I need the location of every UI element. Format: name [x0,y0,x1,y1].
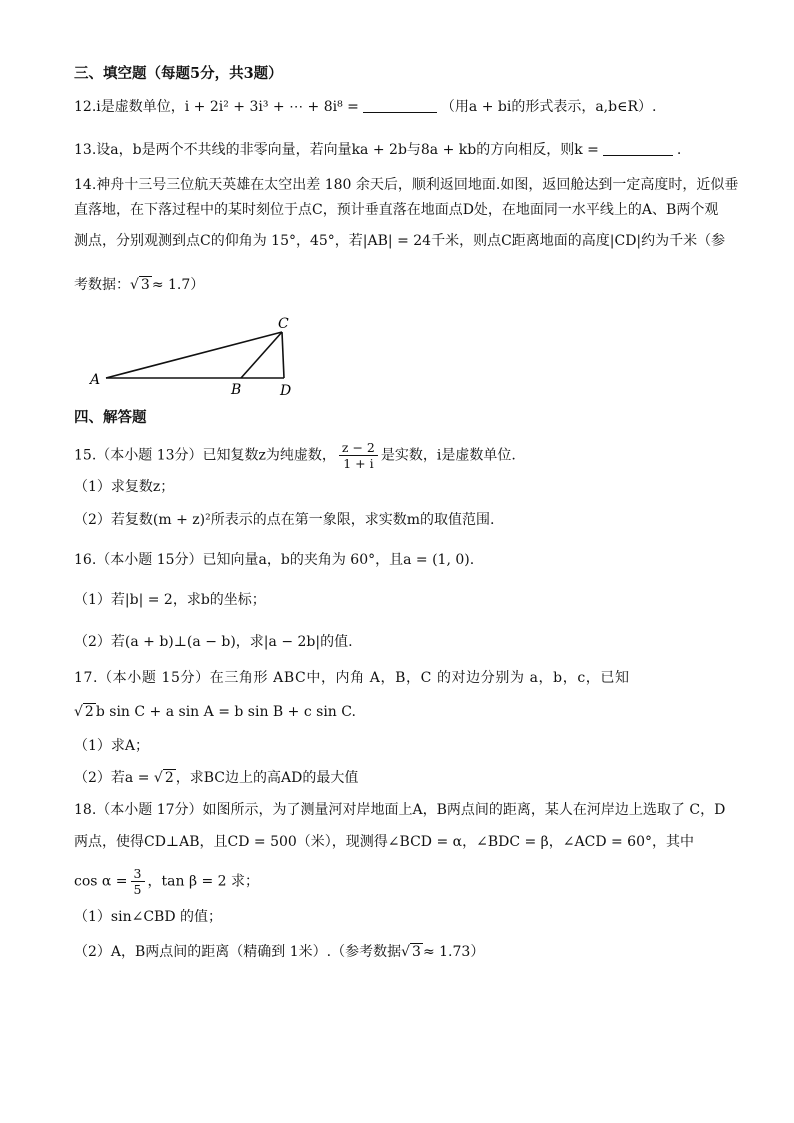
q14-ref-radicand: 3 [140,277,150,293]
q16-part-1: （1）若|b| = 2，求b的坐标； [74,592,266,608]
fig-line-ac [106,332,282,378]
q18-p2-radicand: 3 [412,944,421,960]
q18-part-1: （1）sin∠CBD 的值； [74,909,222,925]
q17-equation: b sin C + a sin A = b sin B + c sin C. [95,704,356,720]
q18-line-2: 两点，使得CD⊥AB，且CD = 500（米），现测得∠BCD = α，∠BDC = β，∠ACD = 60°，其中 [74,834,694,850]
q15-part-1: （1）求复数z； [74,479,175,495]
q17-line-1: 17.（本小题 15分）在三角形 ABC中，内角 A，B，C 的对边分别为 a，b，c，已知 [74,670,630,686]
q16-part-2: （2）若(a + b)⊥(a − b)，求|a − 2b|的值. [74,634,353,650]
q17-part-1: （1）求A； [74,738,150,754]
q18-tan: ，tan β = 2 求； [147,873,260,890]
q14-ref-value: ≈ 1.7） [151,277,205,293]
q15-stem-b: 是实数，i是虚数单位. [380,447,516,464]
q13-answer-blank[interactable] [603,141,673,156]
q17-p2-radicand: 2 [164,770,174,786]
q13-stem: 13.设a，b是两个不共线的非零向量，若向量ka + 2b与8a + kb的方向相反，则k = [74,142,599,158]
question-12 [74,97,656,117]
q17-p2-a: （2）若a = [74,770,150,786]
q12-hint: （用a + bi的形式表示，a,b∈R）. [440,99,657,115]
q13-end: . [676,142,682,158]
q14-line-4: 考数据：√ 3 ≈ 1.7） [74,277,205,293]
q17-radicand: 2 [84,704,94,720]
q14-triangle-figure [86,312,316,402]
q17-p2-b: ，求BC边上的高AD的最大值 [175,770,359,786]
q15-fraction [339,440,378,471]
section-answer-title: 四、解答题 [74,409,147,426]
q14-line-1: 14.神舟十三号三位航天英雄在太空出差 180 余天后，顺利返回地面.如图，返回舱达到一定高度时，近似垂 [74,177,739,193]
q17-part-2: （2）若a = √ 2 ，求BC边上的高AD的最大值 [74,770,359,786]
q15-frac-den: 1 + i [343,456,374,471]
section-fill-in-title: 三、填空题（每题5分，共3题） [74,65,283,82]
q15-frac-num: z − 2 [339,440,378,456]
q17-line-2: √ 2 b sin C + a sin A = b sin B + c sin C. [74,704,356,720]
q14-ref-label: 考数据： [74,277,130,293]
fig-label-d: D [280,383,292,399]
fig-label-c: C [278,316,289,332]
question-13 [74,140,681,160]
q18-part-2: （2）A，B两点间的距离（精确到 1米）.（参考数据√ 3 ≈ 1.73） [74,944,485,960]
q18-p2-b: ≈ 1.73） [422,944,485,960]
q15-stem-a: 15.（本小题 13分）已知复数z为纯虚数， [74,447,336,464]
q14-line-3: 测点，分别观测到点C的仰角为 15°，45°，若|AB| = 24千米，则点C距离地面的高度|CD|约为千米（参 [74,233,726,249]
q15-part-2: （2）若复数(m + z)²所表示的点在第一象限，求实数m的取值范围. [74,512,495,528]
q12-answer-blank[interactable] [363,98,437,113]
q14-line-2: 直落地，在下落过程中的某时刻位于点C，预计垂直落在地面点D处，在地面同一水平线上的A、B两个观 [74,202,719,218]
q18-frac-den: 5 [133,882,142,897]
fig-label-b: B [231,382,242,398]
q18-cos-label: cos α = [74,873,128,890]
q12-stem: 12.i是虚数单位，i + 2i² + 3i³ + ⋯ + 8i⁸ = [74,99,359,115]
q18-line-3 [74,866,259,897]
q18-p2-a: （2）A，B两点间的距离（精确到 1米）.（参考数据 [74,944,402,960]
fig-label-a: A [90,372,101,388]
q18-frac-num: 3 [131,866,145,882]
q18-fraction [131,866,145,897]
fig-line-cd [282,332,284,378]
q15-line-1 [74,440,516,471]
fig-line-bc [241,332,282,378]
q18-line-1: 18.（本小题 17分）如图所示，为了测量河对岸地面上A，B两点间的距离，某人在河岸边上选取了 C，D [74,802,726,818]
q16-line-1: 16.（本小题 15分）已知向量a，b的夹角为 60°，且a = (1, 0). [74,552,475,568]
